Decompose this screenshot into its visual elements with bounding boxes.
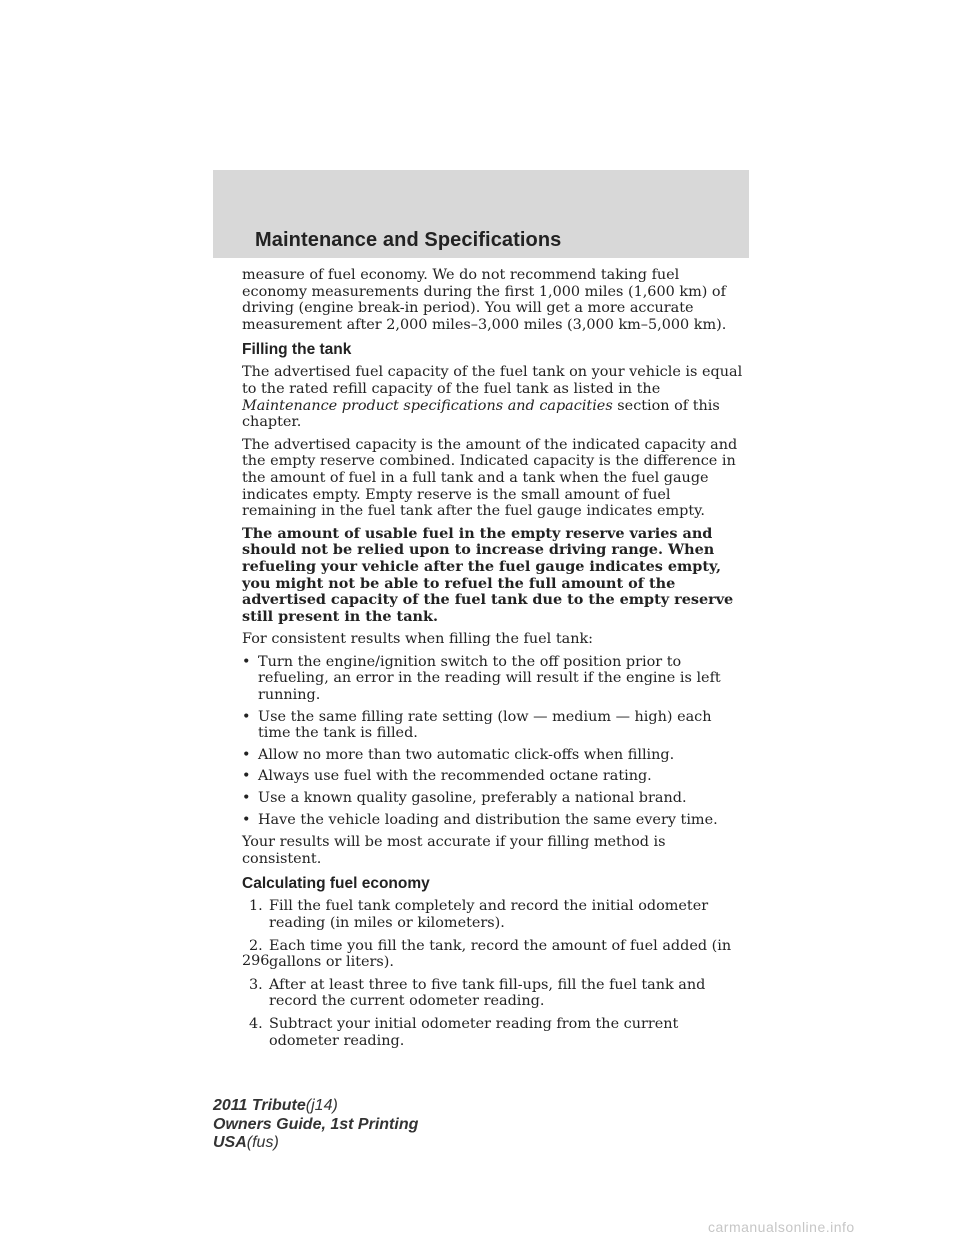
step-number: 1. xyxy=(249,898,263,915)
footer-line-2: Owners Guide, 1st Printing xyxy=(213,1115,419,1133)
step-text: Subtract your initial odometer reading from the current odometer reading. xyxy=(269,1015,679,1049)
footer-model-code: (j14) xyxy=(305,1097,338,1114)
section-title: Maintenance and Specifications xyxy=(255,229,562,251)
capacity-text-end: section of this chapter. xyxy=(242,397,720,431)
step-text: Fill the fuel tank completely and record the initial odometer reading (in miles or kilometers). xyxy=(269,898,709,931)
list-item xyxy=(242,747,747,764)
footer-model: 2011 Tribute xyxy=(213,1097,306,1114)
list-item-text: Use the same filling rate setting (low — medium — high) each time the tank is filled. xyxy=(258,708,712,742)
step-item xyxy=(242,938,747,971)
step-item xyxy=(242,1016,747,1049)
list-item-text: Allow no more than two automatic click-offs when filling. xyxy=(258,746,675,763)
list-item-text: Have the vehicle loading and distribution the same every time. xyxy=(258,811,718,828)
step-item xyxy=(242,898,747,931)
list-item xyxy=(242,790,747,807)
list-item xyxy=(242,709,747,742)
footer-line-3 xyxy=(213,1134,418,1153)
filling-tips-list xyxy=(242,654,747,828)
filling-heading: Filling the tank xyxy=(242,341,352,359)
capacity-italic-reference: Maintenance product specifications and capacities xyxy=(242,397,613,414)
filling-list-intro: For consistent results when filling the fuel tank: xyxy=(242,631,594,648)
footer-line-1 xyxy=(213,1097,418,1116)
step-item xyxy=(242,977,747,1010)
watermark: carmanualsonline.info xyxy=(708,1219,855,1235)
footer-market: USA xyxy=(213,1134,247,1151)
filling-closing: Your results will be most accurate if your filling method is consistent. xyxy=(242,834,666,867)
page-number: 296 xyxy=(242,953,270,969)
bullet-icon: • xyxy=(242,790,251,807)
list-item xyxy=(242,812,747,829)
step-number: 3. xyxy=(249,976,263,993)
reserve-paragraph: The advertised capacity is the amount of the indicated capacity and the empty reserve combined. Indicated capacity is the difference in the amount of fuel in a full tank and a tank when the fuel gauge indicates empty. Empty reserve is the small amount of fuel remaining in the fuel tank after the fuel gauge indicates empty. xyxy=(242,436,738,520)
page-content xyxy=(242,267,747,1055)
bullet-icon: • xyxy=(242,708,251,725)
capacity-paragraph xyxy=(242,364,747,430)
step-text: Each time you fill the tank, record the amount of fuel added (in gallons or liters). xyxy=(269,937,732,971)
list-item-text: Use a known quality gasoline, preferably a national brand. xyxy=(258,790,687,807)
intro-paragraph: measure of fuel economy. We do not recommend taking fuel economy measurements during the first 1,000 miles (1,600 km) of driving (engine break-in period). You will get a more accurate measurement after 2,000 miles–3,000 miles (3,000 km–5,000 km). xyxy=(242,267,727,333)
list-item xyxy=(242,768,747,785)
bullet-icon: • xyxy=(242,811,251,828)
step-number: 4. xyxy=(249,1015,263,1032)
calculating-steps-list xyxy=(242,898,747,1049)
calculating-heading: Calculating fuel economy xyxy=(242,875,430,893)
step-number: 2. xyxy=(249,937,263,954)
reserve-warning: The amount of usable fuel in the empty reserve varies and should not be relied upon to increase driving range. When refueling your vehicle after the fuel gauge indicates empty, you might not be able to refuel the full amount of the advertised capacity of the fuel tank due to the empty reserve still present in the tank. xyxy=(242,524,734,625)
bullet-icon: • xyxy=(242,768,251,785)
list-item xyxy=(242,654,747,704)
footer-market-code: (fus) xyxy=(246,1134,279,1151)
capacity-text-start: The advertised fuel capacity of the fuel tank on your vehicle is equal to the rated refill capacity of the fuel tank as listed in the xyxy=(242,364,743,397)
list-item-text: Turn the engine/ignition switch to the off position prior to refueling, an error in the reading will result if the engine is left running. xyxy=(258,653,721,704)
step-text: After at least three to five tank fill-ups, fill the fuel tank and record the current odometer reading. xyxy=(269,976,706,1010)
list-item-text: Always use fuel with the recommended octane rating. xyxy=(258,768,652,785)
bullet-icon: • xyxy=(242,746,251,763)
print-footer xyxy=(213,1097,418,1153)
bullet-icon: • xyxy=(242,653,251,670)
